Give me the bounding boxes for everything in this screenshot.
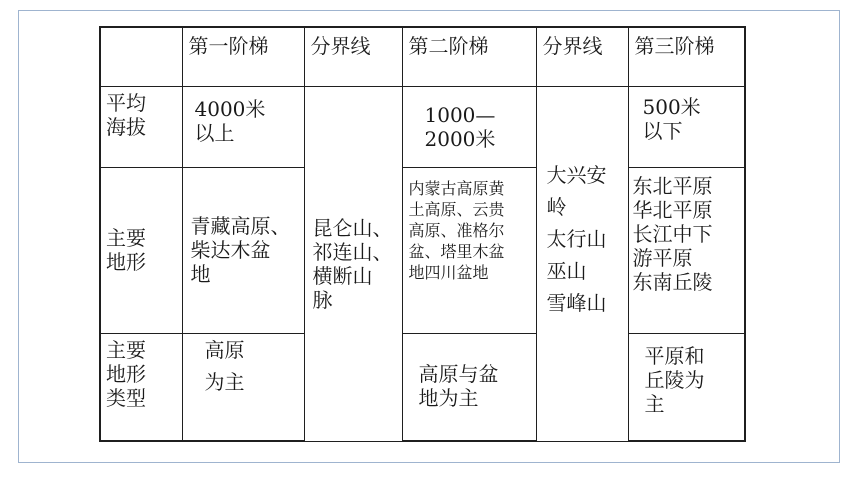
header-row (100, 27, 745, 86)
landforms-label: 主要 地形 (100, 167, 182, 333)
types-stage1: 高原 为主 (182, 333, 304, 441)
types-label: 主要 地形 类型 (100, 333, 182, 441)
landforms-row (100, 167, 745, 333)
types-row (100, 333, 745, 441)
elevation-stage2: 1000— 2000米 (402, 86, 536, 167)
boundary2-cell: 大兴安 岭 太行山 巫山 雪峰山 (536, 86, 628, 441)
elevation-stage1: 4000米 以上 (182, 86, 304, 167)
landforms-stage2: 内蒙古高原黄 土高原、云贵 高原、准格尔 盆、塔里木盆 地四川盆地 (402, 167, 536, 333)
elevation-label: 平均 海拔 (100, 86, 182, 167)
corner-cell (100, 27, 182, 86)
header-stage1: 第一阶梯 (182, 27, 304, 86)
terrain-steps-table (99, 26, 746, 442)
types-stage2: 高原与盆 地为主 (402, 333, 536, 441)
landforms-stage3: 东北平原 华北平原 长江中下 游平原 东南丘陵 (628, 167, 745, 333)
header-boundary1: 分界线 (304, 27, 402, 86)
landforms-stage1: 青藏高原、 柴达木盆 地 (182, 167, 304, 333)
header-stage3: 第三阶梯 (628, 27, 745, 86)
types-stage3: 平原和 丘陵为 主 (628, 333, 745, 441)
header-stage2: 第二阶梯 (402, 27, 536, 86)
elevation-stage3: 500米 以下 (628, 86, 745, 167)
boundary1-cell: 昆仑山、 祁连山、 横断山 脉 (304, 86, 402, 441)
header-boundary2: 分界线 (536, 27, 628, 86)
elevation-row (100, 86, 745, 167)
